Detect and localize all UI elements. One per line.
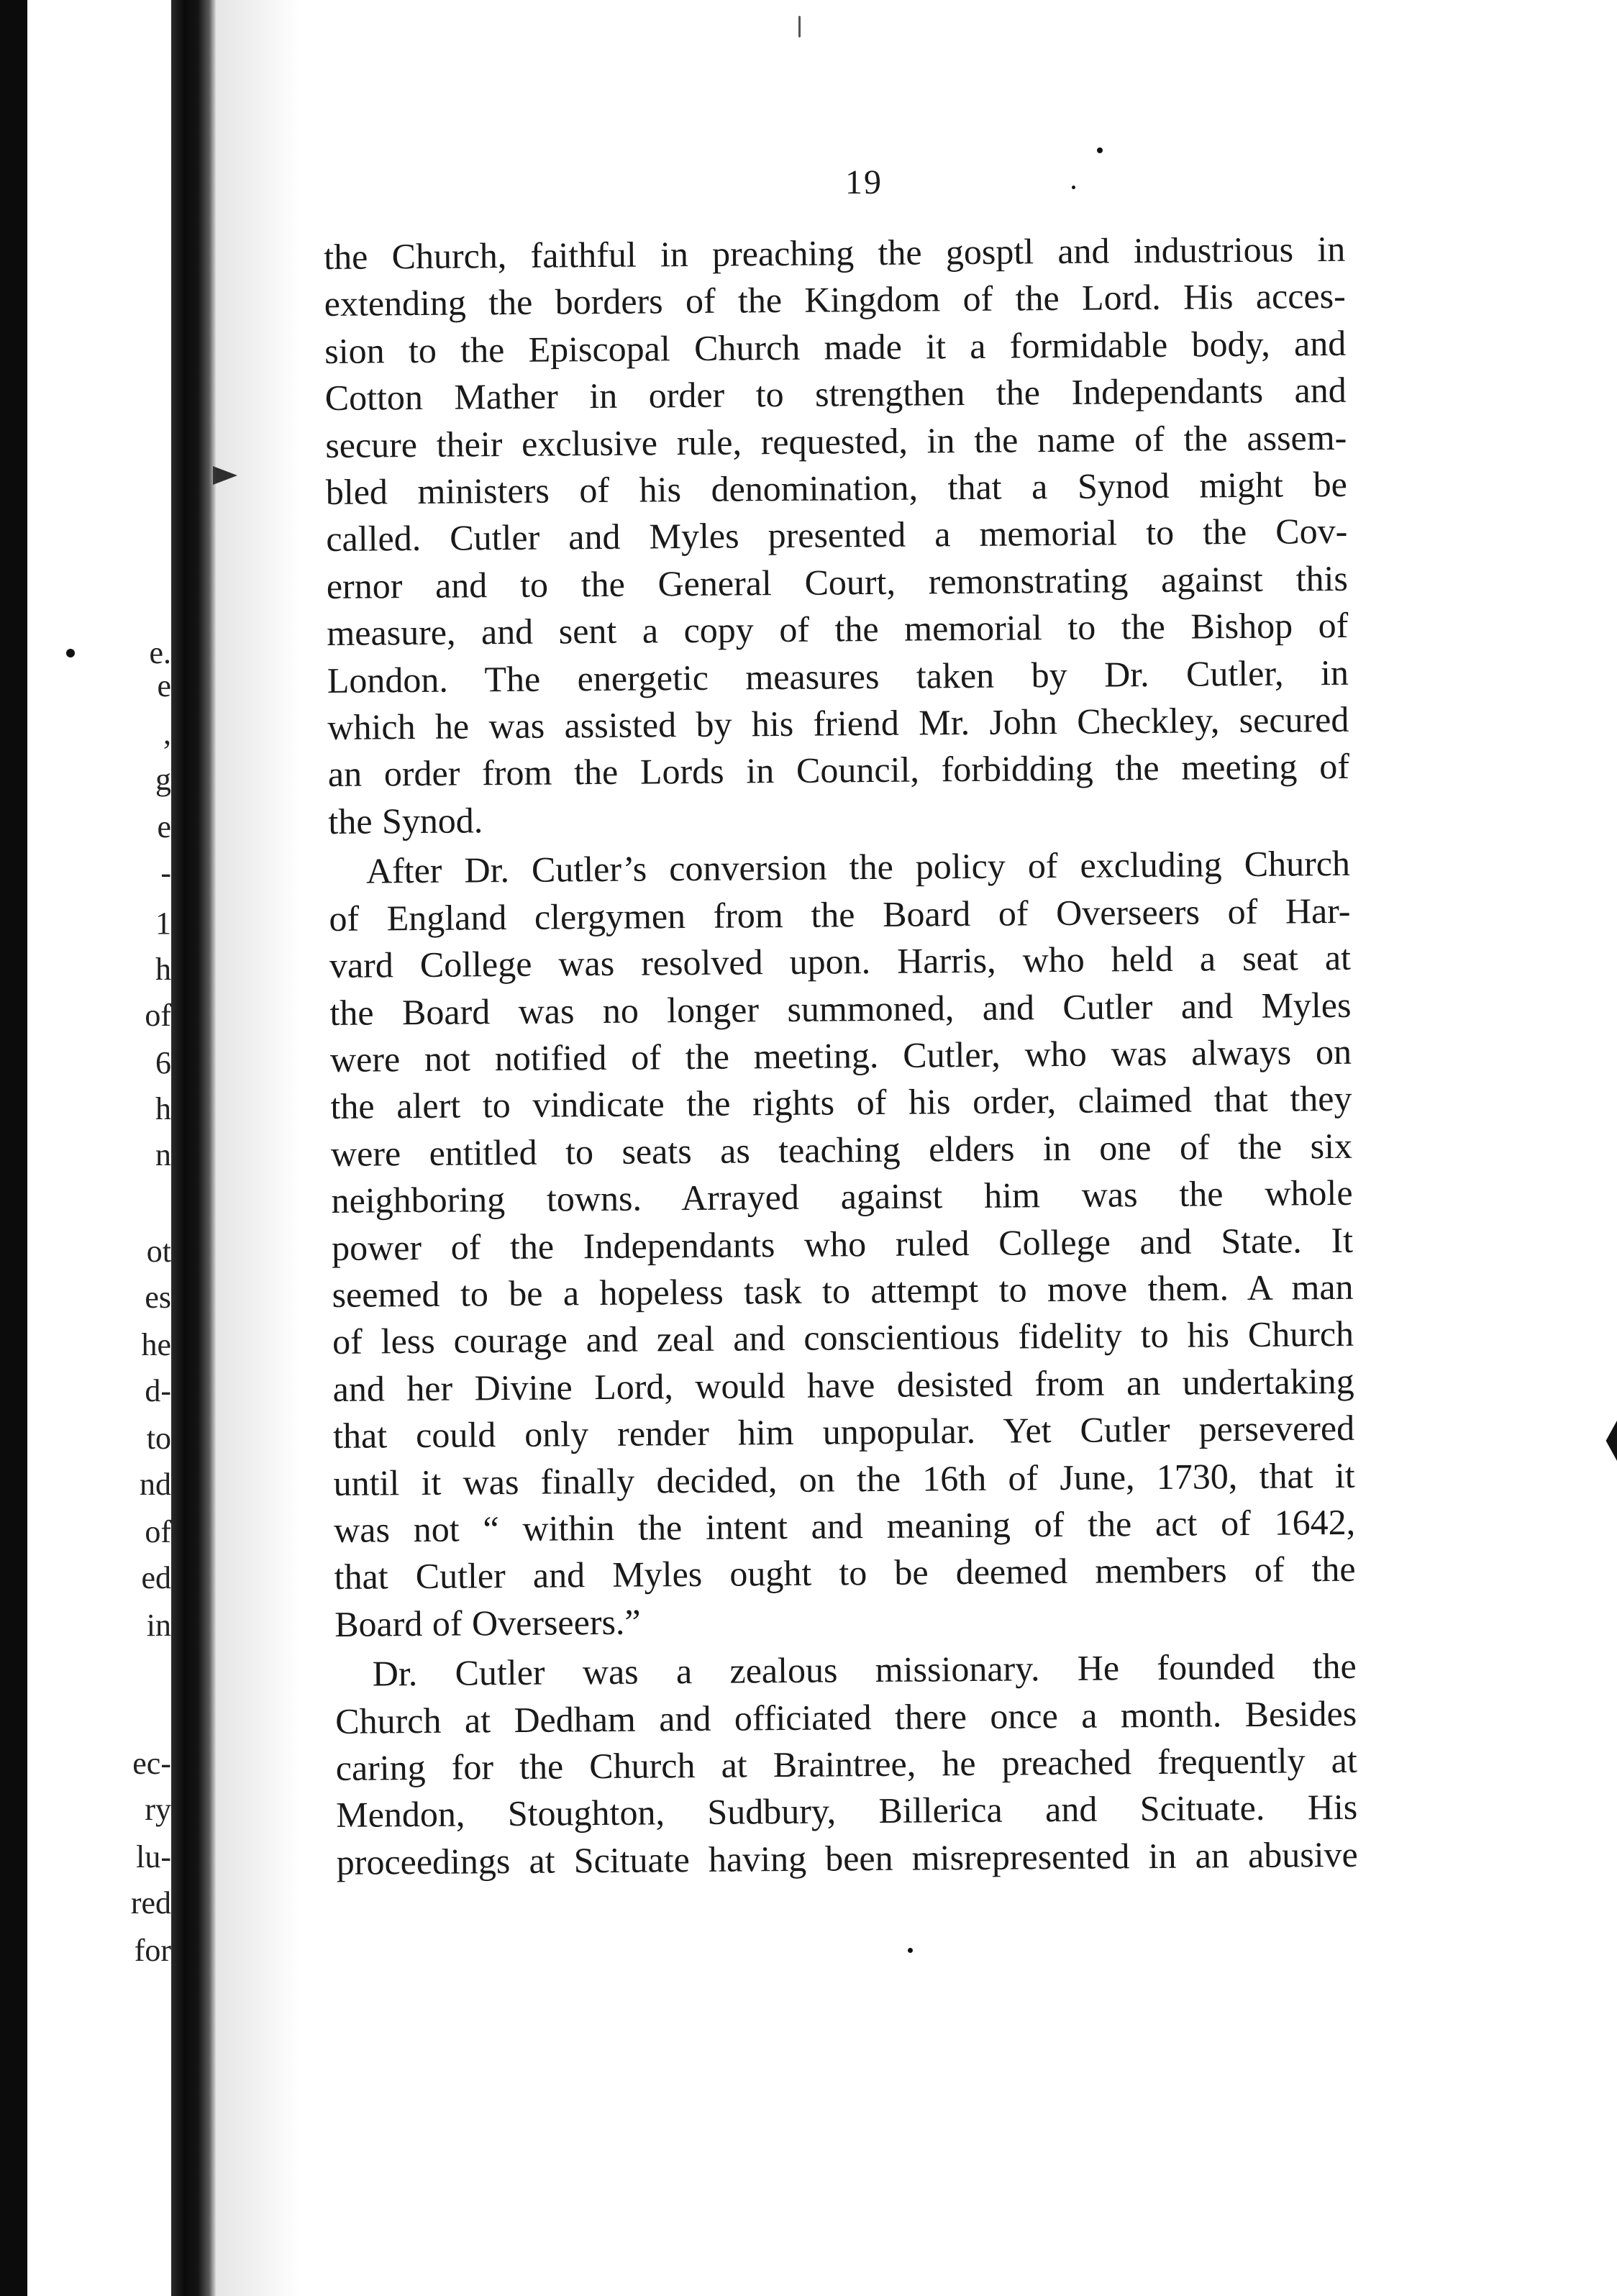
prev-fragment: e	[157, 809, 171, 844]
prev-fragment: of	[145, 1514, 171, 1549]
text-line: bled ministers of his denomination, that a Synod might be	[325, 463, 1347, 513]
prev-fragment: es	[145, 1280, 171, 1315]
text-line: sion to the Episcopal Church made it a formidable body, and	[324, 322, 1347, 371]
prev-fragment: h	[155, 952, 171, 987]
prev-fragment: d-	[145, 1373, 171, 1408]
text-line: London. The energetic measures taken by Dr. Cutler, in	[327, 652, 1349, 701]
paragraph-1	[324, 226, 1350, 845]
prev-fragment: -	[160, 855, 171, 890]
prev-fragment: ot	[146, 1234, 171, 1269]
text-line: and her Divine Lord, would have desisted from an undertaking	[332, 1360, 1354, 1409]
text-line: that Cutler and Myles ought to be deemed members of the	[334, 1549, 1356, 1598]
prev-fragment: lu-	[136, 1839, 171, 1874]
text-line: secure their exclusive rule, requested, in the name of the assem-	[325, 416, 1347, 465]
prev-fragment: in	[146, 1608, 171, 1643]
scan-speck	[1097, 147, 1103, 153]
scan-speck	[798, 16, 801, 37]
prev-fragment: of	[145, 998, 171, 1033]
scan-left-edge	[0, 0, 27, 2296]
text-line: proceedings at Scituate having been misrepresented in an abusive	[336, 1833, 1358, 1882]
prev-fragment: e.	[149, 635, 171, 670]
previous-page-strip	[27, 0, 171, 2296]
text-line: the alert to vindicate the rights of his order, claimed that they	[330, 1078, 1352, 1127]
scan-speck	[66, 649, 75, 657]
text-line: seemed to be a hopeless task to attempt to move them. A man	[332, 1266, 1354, 1315]
prev-fragment: g	[155, 762, 171, 797]
prev-fragment: 6	[155, 1045, 171, 1080]
prev-fragment: ec-	[132, 1746, 171, 1781]
book-gutter	[171, 0, 216, 2296]
edge-mark	[1601, 1421, 1617, 1461]
text-line: was not “ within the intent and meaning of the act of 1642,	[333, 1501, 1356, 1550]
text-line: the Board was no longer summoned, and Cutler and Myles	[329, 984, 1352, 1033]
text-line: of less courage and zeal and conscientious fidelity to his Church	[332, 1313, 1354, 1362]
prev-fragment: ,	[163, 716, 171, 751]
paragraph-2	[329, 840, 1357, 1648]
text-line: the Church, faithful in preaching the gosptl and industrious in	[324, 228, 1346, 277]
text-line: Cotton Mather in order to strengthen the Independants and	[324, 370, 1347, 419]
prev-fragment: he	[141, 1327, 171, 1362]
text-line: neighboring towns. Arrayed against him was the whole	[331, 1172, 1353, 1221]
text-line: an order from the Lords in Council, forbidding the meeting of	[327, 746, 1350, 795]
text-line: power of the Independants who ruled College and State. It	[331, 1219, 1354, 1268]
text-line: caring for the Church at Braintree, he preached frequently at	[335, 1739, 1357, 1788]
prev-fragment: ry	[145, 1792, 171, 1827]
text-line: measure, and sent a copy of the memorial to the Bishop of	[327, 605, 1349, 654]
text-line: After Dr. Cutler’s conversion the policy of excluding Church	[365, 843, 1351, 891]
text-line: Mendon, Stoughton, Sudbury, Billerica and Scituate. His	[336, 1787, 1358, 1836]
text-line: Board of Overseers.”	[334, 1601, 641, 1644]
text-line: the Synod.	[328, 800, 483, 842]
scan-speck	[908, 1948, 913, 1953]
text-line: which he was assisted by his friend Mr. John Checkley, secured	[327, 698, 1349, 748]
text-line: were entitled to seats as teaching elders in one of the six	[330, 1125, 1353, 1174]
prev-fragment: nd	[140, 1467, 171, 1502]
page-shadow	[216, 0, 302, 2296]
prev-fragment: ed	[141, 1560, 171, 1595]
text-line: until it was finally decided, on the 16th of June, 1730, that it	[333, 1454, 1355, 1503]
text-line: of England clergymen from the Board of Overseers of Har-	[329, 890, 1351, 939]
prev-fragment: to	[146, 1421, 171, 1456]
prev-fragment: n	[155, 1137, 171, 1172]
prev-fragment: red	[130, 1885, 171, 1921]
text-line: were not notified of the meeting. Cutler, who was always on	[329, 1031, 1352, 1080]
text-line: ernor and to the General Court, remonstrating against this	[326, 557, 1349, 606]
prev-fragment: e	[157, 668, 171, 703]
text-line: extending the borders of the Kingdom of the Lord. His acces-	[324, 275, 1346, 324]
text-line: vard College was resolved upon. Harris, who held a seat at	[329, 937, 1352, 986]
text-line: Church at Dedham and officiated there once a month. Besides	[335, 1693, 1357, 1741]
paragraph-3	[334, 1643, 1358, 1886]
page-number: 19	[845, 163, 883, 201]
prev-fragment: for	[134, 1933, 171, 1968]
text-line: that could only render him unpopular. Yet Cutler persevered	[332, 1407, 1355, 1457]
text-line: called. Cutler and Myles presented a memorial to the Cov-	[326, 511, 1348, 560]
scan-speck	[1072, 186, 1075, 189]
body-text	[324, 226, 1358, 1886]
text-line: Dr. Cutler was a zealous missionary. He founded the	[372, 1645, 1357, 1694]
prev-fragment: 1	[155, 906, 171, 941]
prev-fragment: h	[155, 1091, 171, 1126]
